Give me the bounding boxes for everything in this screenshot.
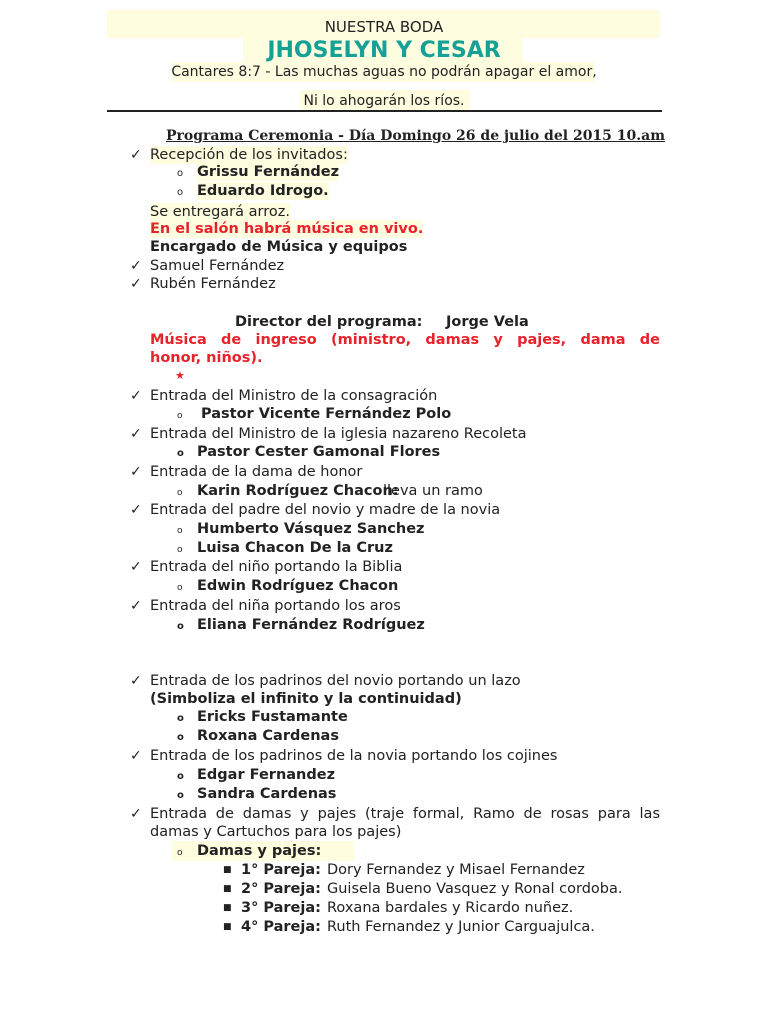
circle-bullet-icon: o xyxy=(177,545,183,555)
check-icon: ✓ xyxy=(130,258,142,274)
rice-note: Se entregará arroz. xyxy=(150,204,290,220)
couple-names: Guisela Bueno Vasquez y Ronal cordoba. xyxy=(327,881,623,897)
check-icon: ✓ xyxy=(130,276,142,292)
group-label: Damas y pajes: xyxy=(197,843,322,859)
reception-label: Recepción de los invitados: xyxy=(150,147,348,163)
entrance-music-line-2: honor, niños). xyxy=(150,350,263,366)
couple-names: Roxana bardales y Ricardo nuñez. xyxy=(327,900,574,916)
director-label: Director del programa: xyxy=(235,314,423,330)
check-icon: ✓ xyxy=(130,388,142,404)
entry-label: Entrada del Ministro de la iglesia nazareno Recoleta xyxy=(150,426,527,442)
couple-label: 3° Pareja: xyxy=(241,900,321,916)
entry-label: Entrada de la dama de honor xyxy=(150,464,363,480)
entry-label-line-1: Entrada de damas y pajes (traje formal, Ramo de rosas para las xyxy=(150,806,660,822)
check-icon: ✓ xyxy=(130,598,142,614)
entry-person: Eliana Fernández Rodríguez xyxy=(197,617,425,633)
verse-line-1: Cantares 8:7 - Las muchas aguas no podrán apagar el amor, xyxy=(171,64,597,80)
entry-label: Entrada del niño portando la Biblia xyxy=(150,559,403,575)
entry-note: (Simboliza el infinito y la continuidad) xyxy=(150,691,462,707)
couple-label: 2° Pareja: xyxy=(241,881,321,897)
circle-bullet-icon: o xyxy=(177,790,184,801)
check-icon: ✓ xyxy=(130,464,142,480)
check-icon: ✓ xyxy=(130,502,142,518)
couple-names: JHOSELYN Y CESAR xyxy=(267,38,501,63)
square-bullet-icon: ■ xyxy=(223,903,232,913)
reception-person: Eduardo Idrogo. xyxy=(197,183,329,199)
couple-names: Ruth Fernandez y Junior Carguajulca. xyxy=(327,919,595,935)
entrance-music-line-1: Música de ingreso (ministro, damas y pajes, dama de xyxy=(150,332,660,348)
check-icon: ✓ xyxy=(130,673,142,689)
circle-bullet-icon: o xyxy=(177,771,184,782)
couple-label: 1° Pareja: xyxy=(241,862,321,878)
square-bullet-icon: ■ xyxy=(223,865,232,875)
entry-person: Humberto Vásquez Sanchez xyxy=(197,521,425,537)
program-title: Programa Ceremonia - Día Domingo 26 de julio del 2015 10.am xyxy=(166,128,666,144)
entry-label: Entrada del Ministro de la consagración xyxy=(150,388,438,404)
square-bullet-icon: ■ xyxy=(223,922,232,932)
circle-bullet-icon: o xyxy=(177,583,183,593)
entry-person: Pastor Cester Gamonal Flores xyxy=(197,444,441,460)
live-music-note: En el salón habrá música en vivo. xyxy=(150,221,424,237)
music-person: Rubén Fernández xyxy=(150,276,276,292)
check-icon: ✓ xyxy=(130,806,142,822)
star-icon: ★ xyxy=(175,369,185,382)
circle-bullet-icon: o xyxy=(177,526,183,536)
entry-person: Ericks Fustamante xyxy=(197,709,348,725)
entry-person: Luisa Chacon De la Cruz xyxy=(197,540,393,556)
entry-person: Edwin Rodríguez Chacon xyxy=(197,578,399,594)
entry-person: Pastor Vicente Fernández Polo xyxy=(201,406,452,422)
circle-bullet-icon: o xyxy=(177,411,183,421)
entry-person: Edgar Fernandez xyxy=(197,767,336,783)
check-icon: ✓ xyxy=(130,147,142,163)
music-heading: Encargado de Música y equipos xyxy=(150,239,408,255)
circle-bullet-icon: o xyxy=(177,713,184,724)
entry-extra: lleva un ramo xyxy=(383,483,483,499)
entry-label-line-2: damas y Cartuchos para los pajes) xyxy=(150,824,402,840)
music-person: Samuel Fernández xyxy=(150,258,285,274)
circle-bullet-icon: o xyxy=(177,621,184,632)
entry-label: Entrada de los padrinos de la novia portando los cojines xyxy=(150,748,558,764)
wedding-subtitle: NUESTRA BODA xyxy=(324,18,444,36)
entry-label: Entrada del niña portando los aros xyxy=(150,598,401,614)
circle-bullet-icon: o xyxy=(177,732,184,743)
entry-label: Entrada de los padrinos del novio portando un lazo xyxy=(150,673,521,689)
couple-names: Dory Fernandez y Misael Fernandez xyxy=(327,862,585,878)
entry-label: Entrada del padre del novio y madre de la novia xyxy=(150,502,501,518)
square-bullet-icon: ■ xyxy=(223,884,232,894)
couple-label: 4° Pareja: xyxy=(241,919,321,935)
entry-person: Sandra Cardenas xyxy=(197,786,337,802)
circle-bullet-icon: o xyxy=(177,488,183,498)
director-name: Jorge Vela xyxy=(446,314,529,330)
check-icon: ✓ xyxy=(130,426,142,442)
entry-person: Roxana Cardenas xyxy=(197,728,339,744)
circle-bullet-icon: o xyxy=(177,187,184,198)
check-icon: ✓ xyxy=(130,748,142,764)
circle-bullet-icon: o xyxy=(177,848,183,858)
circle-bullet-icon: o xyxy=(177,448,184,459)
header-divider xyxy=(107,110,662,112)
check-icon: ✓ xyxy=(130,559,142,575)
reception-person: Grissu Fernández xyxy=(197,164,340,180)
verse-line-2: Ni lo ahogarán los ríos. xyxy=(303,93,465,109)
circle-bullet-icon: o xyxy=(177,168,184,179)
entry-person: Karin Rodríguez Chacon: xyxy=(197,483,399,499)
